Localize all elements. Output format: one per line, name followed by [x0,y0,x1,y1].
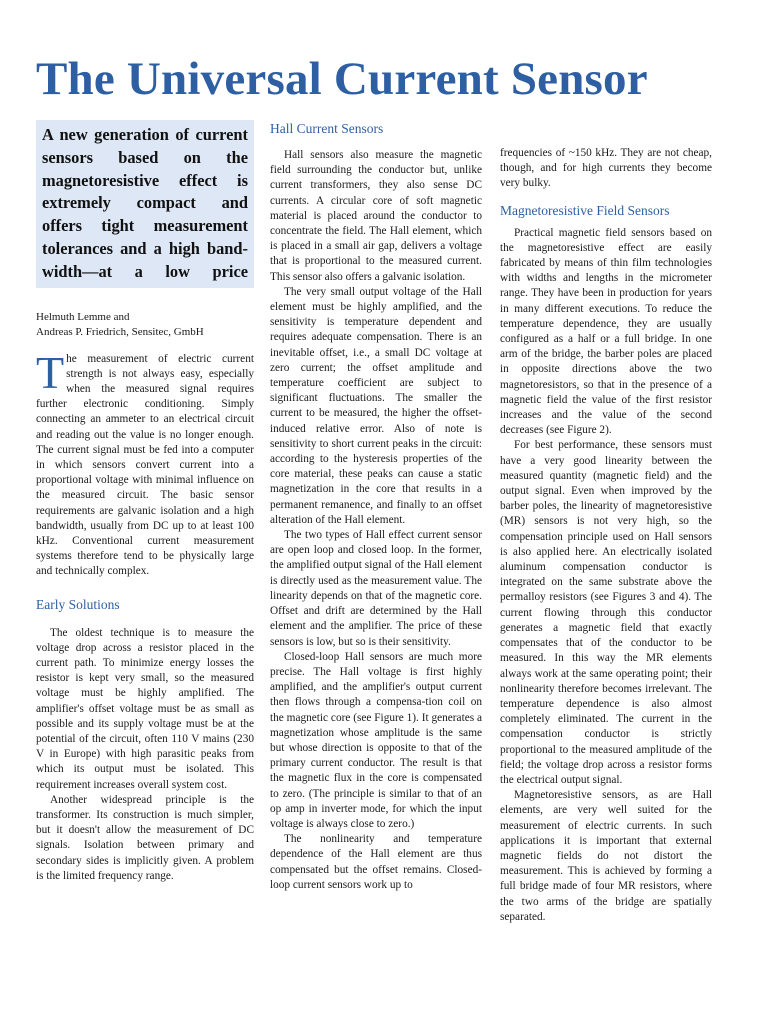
col3-continuation: frequencies of ~150 kHz. They are not cheap, though, and for high currents they become very bulky. [500,147,712,190]
hall-paragraph-3: The two types of Hall effect current sensor are open loop and closed loop. In the former, the amplified output signal of the Hall element is directly used as the measurement value. The linearity depends on that of the magnetic core. Offset and drift are determined by the Hall element and the amplifier. The price of these sensors is low, but so is their sensitivity. [270,529,482,648]
author-line-2: Andreas P. Friedrich, Sensitec, GmbH [36,325,204,338]
hall-paragraph-4: Closed-loop Hall sensors are much more precise. The Hall voltage is first highly amplified, and the amplifier's output current then flows through a compensa-tion coil on the magnetic core (see Figure 1). It generates a magnetization whose amplitude is the same but whose direction is opposite to that of the primary current conductor. The result is that the magnetic flux in the core is compensated to zero. (The principle is similar to that of an op amp in inverter mode, for which the input voltage is always close to zero.) [270,650,482,830]
column-3 [500,146,712,925]
column-2 [270,120,482,893]
hall-paragraph-2: The very small output voltage of the Hall element must be highly amplified, and the sensitivity is temperature dependent and requires adequate compensation. There is an inevitable offset, i.e., a small DC voltage at zero current; the offset amplitude and temperature coefficient are subject to significant fluctuations. The smaller the current to be measured, the higher the offset-induced relative error. Also of note is sensitivity to short current peaks in the circuit: according to the hysteresis properties of the core material, these peaks can cause a static magnetization in the core that results in a permanent remanence, and finally to an offset alteration of the Hall element. [270,285,482,526]
article-title: The Universal Current Sensor [36,53,648,105]
authors [36,310,254,340]
heading-early-solutions: Early Solutions [36,596,120,612]
intro-paragraph [36,346,254,580]
hall-paragraph-1: Hall sensors also measure the magnetic field surrounding the conductor but, unlike current transformers, they also sense DC currents. A circular core of soft magnetic material is placed around the conductor to concentrate the field. The Hall element, which is placed in a small air gap, delivers a voltage that is proportional to the measured current. This sensor also offers a galvanic isolation. [270,149,482,283]
author-line-1: Helmuth Lemme and [36,310,130,323]
heading-magnetoresistive-field-sensors: Magnetoresistive Field Sensors [500,202,670,218]
early-paragraph-2: Another widespread principle is the transformer. Its construction is much simpler, but it doesn't allow the measurement of DC signals. Isolation between primary and secondary sides is implicitly given. A problem is the limited frequency range. [36,793,254,882]
mr-paragraph-2: For best performance, these sensors must have a very good linearity between the measured quantity (magnetic field) and the output signal. Even when improved by the barber poles, the linearity of magnetoresistive (MR) sensors is not very high, so the compensation principle used on Hall sensors is also applied here. An electrically isolated aluminum compensation conductor is integrated on the same substrate above the permalloy resistors (see Figures 3 and 4). The current flowing through this conductor generates a magnetic field that exactly compensates that of the conductor to be measured. In this way the MR elements always work at the same operating point; their nonlinearity therefore becomes irrelevant. The temperature dependence is also almost completely eliminated. The current in the compensation conductor is strictly proportional to the measured amplitude of the field; the voltage drop across a resistor forms the electrical output signal. [500,439,712,786]
column-1 [36,120,254,884]
heading-hall-current-sensors: Hall Current Sensors [270,121,384,136]
hall-paragraph-5: The nonlinearity and temperature dependence of the Hall element are thus compensated but the offset remains. Closed-loop current sensors work up to [270,833,482,891]
early-paragraph-1: The oldest technique is to measure the voltage drop across a resistor placed in the current path. To minimize energy losses the resistor is kept very small, so the measured voltage must be highly amplified. The amplifier's offset voltage must be as small as possible and its supply voltage must be at the potential of the circuit, often 110 V mains (230 V in Europe) with high parasitic peaks from which its output must be isolated. This requirement increases overall system cost. [36,626,254,791]
abstract-box: A new generation of current sensors based on the magnetoresistive effect is extremely compact and offers tight measurement tolerances and a high band-width—at a low price [36,120,254,288]
mr-paragraph-3: Magnetoresistive sensors, as are Hall elements, are very well suited for the measurement of electric currents. In such applications it is important that external magnetic fields do not distort the measurement. This is achieved by forming a full bridge made of four MR resistors, where the two arms of the bridge are spatially separated. [500,789,712,923]
drop-cap: T [36,346,65,398]
intro-text: he measurement of electric current strength is not always easy, especially when the measured signal requires further electronic conditioning. Simply connecting an ammeter to an electrical circuit and reading out the value is no longer enough. The current signal must be fed into a computer in which sensors convert current into a proportional voltage with minimal influence on the measured circuit. The basic sensor requirements are galvanic isolation and a high bandwidth, usually from DC up to at least 100 kHz. Conventional current measurement systems therefore tend to be physically large and technically complex. [36,352,254,578]
mr-paragraph-1: Practical magnetic field sensors based on the magnetoresistive effect are easily fabricated by means of thin film technologies with widths and lengths in the micrometer range. They have been in production for years in many different executions. To reduce the temperature dependence, they are usually configured as a half or a full bridge. In one arm of the bridge, the barber poles are placed in opposite directions above the two magnetoresistors, so that in the presence of a magnetic field the value of the first resistor increases and the value of the second decreases (see Figure 2). [500,226,712,437]
